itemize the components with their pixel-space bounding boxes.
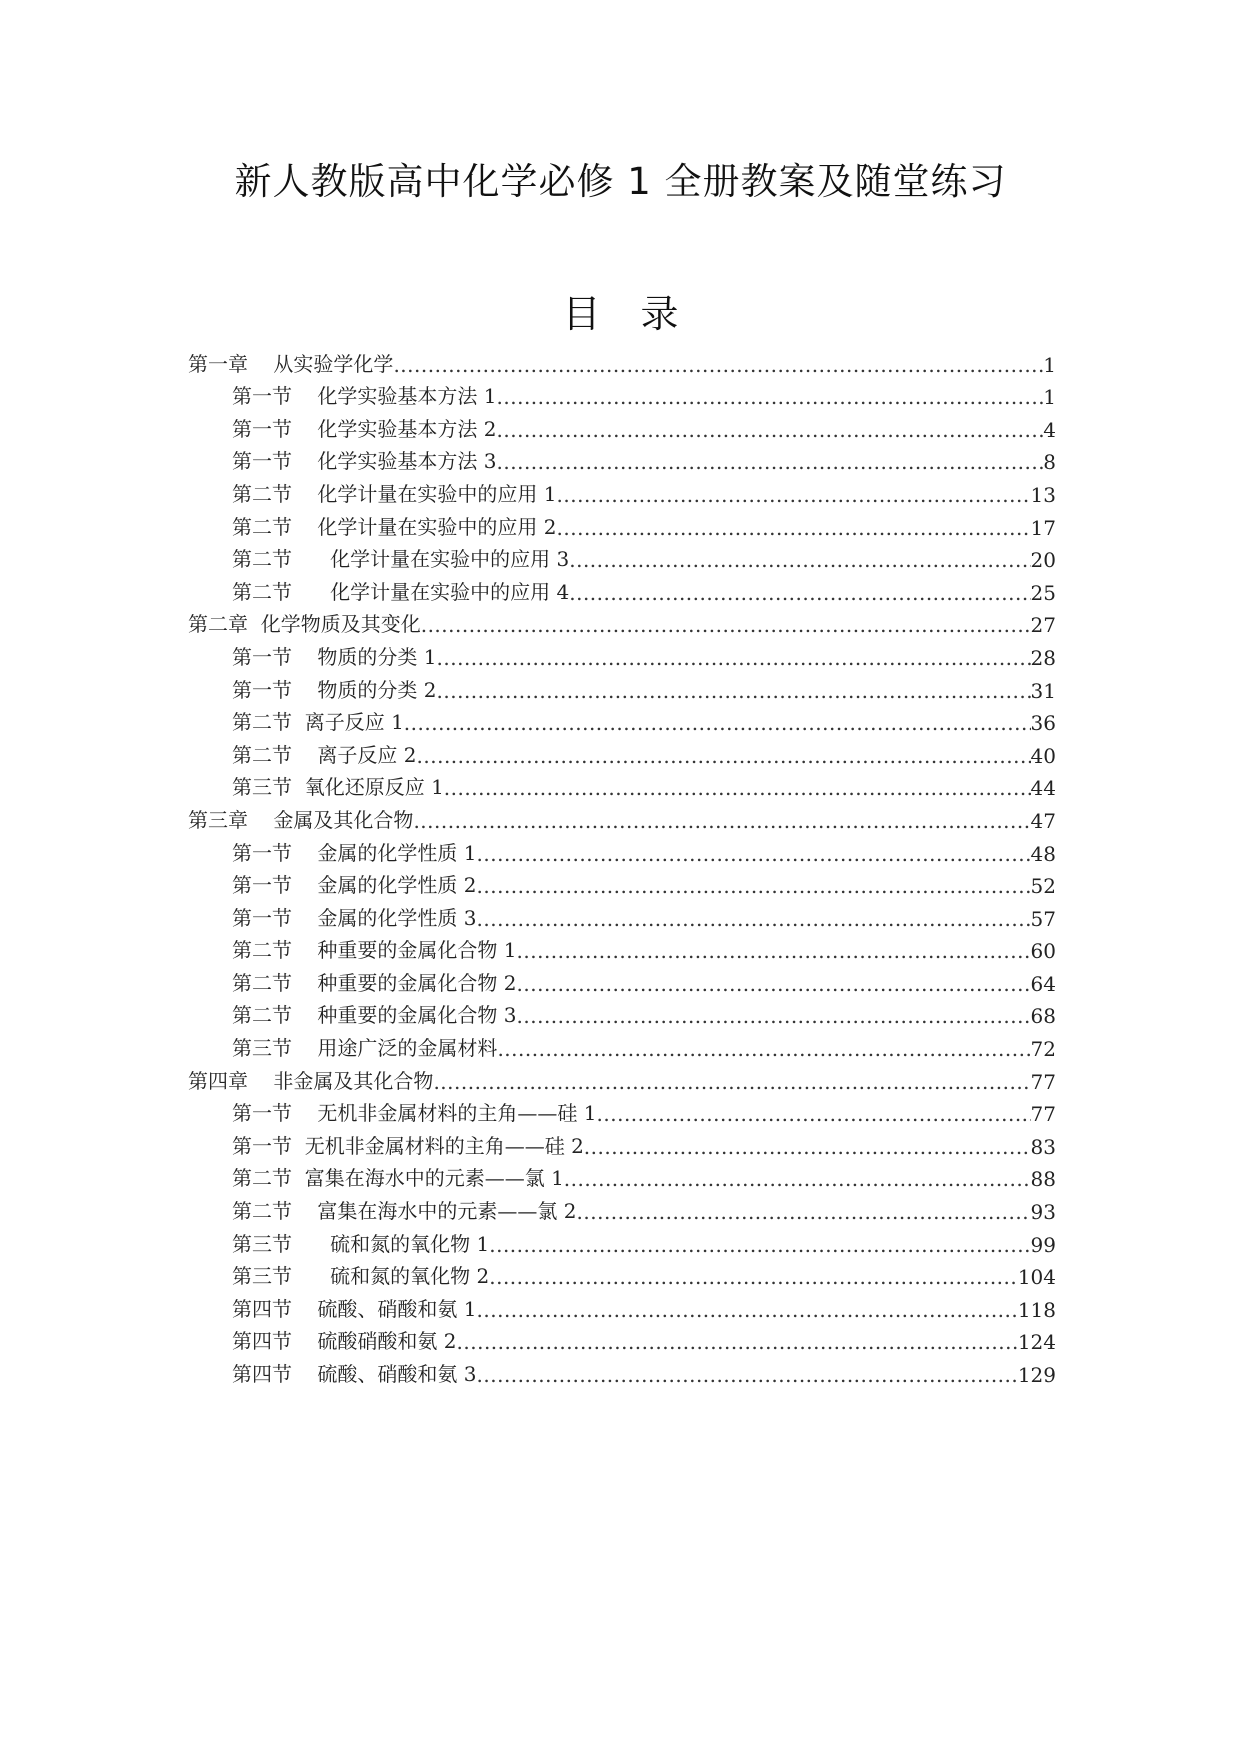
toc-dot-leader bbox=[404, 711, 1031, 735]
toc-entry-title: 第四章 非金属及其化合物 bbox=[188, 1068, 434, 1093]
toc-section-entry[interactable] bbox=[188, 1159, 1056, 1192]
toc-page-number: 83 bbox=[1030, 1134, 1056, 1159]
toc-section-entry[interactable] bbox=[188, 1224, 1056, 1257]
toc-section-entry[interactable] bbox=[188, 931, 1056, 964]
toc-entry-title: 第一节 金属的化学性质 1 bbox=[232, 840, 477, 865]
toc-page-number: 47 bbox=[1030, 808, 1056, 833]
toc-dot-leader bbox=[497, 450, 1044, 474]
toc-chapter-entry[interactable] bbox=[188, 344, 1056, 377]
toc-page-number: 124 bbox=[1017, 1330, 1056, 1355]
toc-entry-title: 第一章 从实验学化学 bbox=[188, 351, 394, 376]
toc-page-number: 44 bbox=[1030, 776, 1056, 801]
toc-entry-title: 第一节 化学实验基本方法 2 bbox=[232, 416, 497, 441]
toc-entry-title: 第二节 化学计量在实验中的应用 1 bbox=[232, 481, 557, 506]
toc-page-number: 27 bbox=[1030, 613, 1056, 638]
toc-page-number: 104 bbox=[1017, 1265, 1056, 1290]
toc-entry-title: 第一节 化学实验基本方法 1 bbox=[232, 384, 497, 409]
toc-section-entry[interactable] bbox=[188, 1289, 1056, 1322]
toc-page-number: 93 bbox=[1030, 1200, 1056, 1225]
toc-section-entry[interactable] bbox=[188, 377, 1056, 410]
toc-dot-leader bbox=[433, 1070, 1030, 1094]
toc-section-entry[interactable] bbox=[188, 409, 1056, 442]
toc-dot-leader bbox=[437, 679, 1031, 703]
toc-dot-leader bbox=[421, 613, 1031, 637]
toc-entry-title: 第一节 物质的分类 1 bbox=[232, 644, 437, 669]
toc-entry-title: 第二节 种重要的金属化合物 2 bbox=[232, 970, 517, 995]
toc-dot-leader bbox=[457, 1330, 1018, 1354]
toc-section-entry[interactable] bbox=[188, 996, 1056, 1029]
toc-entry-title: 第二节 富集在海水中的元素——氯 1 bbox=[232, 1166, 564, 1191]
toc-entry-title: 第二节 富集在海水中的元素——氯 2 bbox=[232, 1199, 577, 1224]
toc-page-number: 20 bbox=[1030, 548, 1056, 573]
toc-section-entry[interactable] bbox=[188, 474, 1056, 507]
toc-entry-title: 第二节 离子反应 2 bbox=[232, 742, 417, 767]
toc-section-entry[interactable] bbox=[188, 1094, 1056, 1127]
toc-dot-leader bbox=[489, 1265, 1018, 1289]
toc-entry-title: 第二节 种重要的金属化合物 1 bbox=[232, 938, 517, 963]
toc-entry-title: 第一节 金属的化学性质 2 bbox=[232, 873, 477, 898]
toc-page-number: 72 bbox=[1030, 1037, 1056, 1062]
toc-page-number: 68 bbox=[1030, 1004, 1056, 1029]
toc-entry-title: 第一节 化学实验基本方法 3 bbox=[232, 449, 497, 474]
toc-section-entry[interactable] bbox=[188, 637, 1056, 670]
table-of-contents bbox=[188, 344, 1056, 1387]
toc-dot-leader bbox=[417, 744, 1031, 768]
toc-dot-leader bbox=[489, 1233, 1030, 1257]
toc-page-number: 99 bbox=[1030, 1232, 1056, 1257]
toc-page-number: 28 bbox=[1030, 645, 1056, 670]
toc-dot-leader bbox=[444, 776, 1031, 800]
toc-dot-leader bbox=[477, 1363, 1018, 1387]
toc-page-number: 60 bbox=[1030, 939, 1056, 964]
toc-page-number: 64 bbox=[1030, 971, 1056, 996]
toc-page-number: 17 bbox=[1030, 515, 1056, 540]
toc-dot-leader bbox=[569, 548, 1030, 572]
toc-section-entry[interactable] bbox=[188, 572, 1056, 605]
toc-heading-char-1: 目 bbox=[562, 292, 601, 336]
toc-page-number: 40 bbox=[1030, 743, 1056, 768]
toc-entry-title: 第二节 种重要的金属化合物 3 bbox=[232, 1003, 517, 1028]
toc-section-entry[interactable] bbox=[188, 1354, 1056, 1387]
toc-entry-title: 第一节 物质的分类 2 bbox=[232, 677, 437, 702]
toc-page-number: 4 bbox=[1043, 417, 1056, 442]
toc-section-entry[interactable] bbox=[188, 1322, 1056, 1355]
toc-section-entry[interactable] bbox=[188, 1126, 1056, 1159]
document-title: 新人教版高中化学必修 1 全册教案及随堂练习 bbox=[234, 160, 1007, 203]
toc-entry-title: 第一节 无机非金属材料的主角——硅 2 bbox=[232, 1133, 584, 1158]
toc-dot-leader bbox=[564, 1167, 1031, 1191]
toc-section-entry[interactable] bbox=[188, 507, 1056, 540]
toc-chapter-entry[interactable] bbox=[188, 605, 1056, 638]
toc-dot-leader bbox=[497, 1037, 1030, 1061]
toc-section-entry[interactable] bbox=[188, 540, 1056, 573]
toc-chapter-entry[interactable] bbox=[188, 1061, 1056, 1094]
toc-dot-leader bbox=[557, 516, 1031, 540]
toc-entry-title: 第二节 化学计量在实验中的应用 2 bbox=[232, 514, 557, 539]
toc-entry-title: 第四节 硫酸、硝酸和氨 1 bbox=[232, 1296, 477, 1321]
toc-dot-leader bbox=[477, 874, 1031, 898]
toc-entry-title: 第三节 硫和氮的氧化物 2 bbox=[232, 1264, 490, 1289]
toc-entry-title: 第四节 硫酸硝酸和氨 2 bbox=[232, 1329, 457, 1354]
toc-page-number: 36 bbox=[1030, 711, 1056, 736]
toc-entry-title: 第二节 离子反应 1 bbox=[232, 710, 404, 735]
toc-dot-leader bbox=[557, 483, 1031, 507]
toc-page-number: 48 bbox=[1030, 841, 1056, 866]
toc-page-number: 88 bbox=[1030, 1167, 1056, 1192]
toc-dot-leader bbox=[437, 646, 1031, 670]
toc-dot-leader bbox=[477, 907, 1031, 931]
toc-dot-leader bbox=[413, 809, 1030, 833]
toc-entry-title: 第三章 金属及其化合物 bbox=[188, 807, 414, 832]
toc-dot-leader bbox=[597, 1102, 1031, 1126]
toc-page-number: 25 bbox=[1030, 580, 1056, 605]
toc-dot-leader bbox=[569, 581, 1030, 605]
toc-page-number: 1 bbox=[1043, 352, 1056, 377]
toc-dot-leader bbox=[477, 1298, 1018, 1322]
toc-dot-leader bbox=[497, 418, 1044, 442]
toc-section-entry[interactable] bbox=[188, 963, 1056, 996]
toc-section-entry[interactable] bbox=[188, 735, 1056, 768]
toc-page-number: 129 bbox=[1017, 1363, 1056, 1387]
toc-page-number: 31 bbox=[1030, 678, 1056, 703]
toc-entry-title: 第二节 化学计量在实验中的应用 4 bbox=[232, 579, 570, 604]
toc-section-entry[interactable] bbox=[188, 768, 1056, 801]
toc-entry-title: 第四节 硫酸、硝酸和氨 3 bbox=[232, 1362, 477, 1386]
toc-entry-title: 第一节 金属的化学性质 3 bbox=[232, 905, 477, 930]
toc-page-number: 13 bbox=[1030, 482, 1056, 507]
toc-section-entry[interactable] bbox=[188, 670, 1056, 703]
toc-page-number: 77 bbox=[1030, 1102, 1056, 1127]
toc-entry-title: 第二节 化学计量在实验中的应用 3 bbox=[232, 547, 570, 572]
toc-heading bbox=[0, 290, 1241, 338]
toc-page-number: 118 bbox=[1017, 1297, 1056, 1322]
toc-section-entry[interactable] bbox=[188, 1257, 1056, 1290]
toc-page-number: 8 bbox=[1043, 450, 1056, 475]
toc-page-number: 77 bbox=[1030, 1069, 1056, 1094]
toc-page-number: 1 bbox=[1043, 385, 1056, 410]
toc-dot-leader bbox=[393, 353, 1043, 377]
toc-section-entry[interactable] bbox=[188, 898, 1056, 931]
toc-section-entry[interactable] bbox=[188, 703, 1056, 736]
toc-dot-leader bbox=[517, 939, 1031, 963]
toc-dot-leader bbox=[497, 385, 1044, 409]
toc-chapter-entry[interactable] bbox=[188, 800, 1056, 833]
toc-dot-leader bbox=[577, 1200, 1031, 1224]
toc-section-entry[interactable] bbox=[188, 866, 1056, 899]
toc-section-entry[interactable] bbox=[188, 442, 1056, 475]
toc-section-entry[interactable] bbox=[188, 1191, 1056, 1224]
toc-page-number: 52 bbox=[1030, 874, 1056, 899]
toc-dot-leader bbox=[517, 972, 1031, 996]
toc-dot-leader bbox=[584, 1135, 1031, 1159]
toc-entry-title: 第二章 化学物质及其变化 bbox=[188, 612, 421, 637]
toc-dot-leader bbox=[477, 842, 1031, 866]
toc-entry-title: 第三节 用途广泛的金属材料 bbox=[232, 1036, 498, 1061]
toc-entry-title: 第三节 氧化还原反应 1 bbox=[232, 775, 444, 800]
toc-page-number: 57 bbox=[1030, 906, 1056, 931]
toc-section-entry[interactable] bbox=[188, 833, 1056, 866]
toc-entry-title: 第三节 硫和氮的氧化物 1 bbox=[232, 1231, 490, 1256]
toc-dot-leader bbox=[517, 1004, 1031, 1028]
toc-heading-char-2: 录 bbox=[640, 292, 679, 336]
toc-section-entry[interactable] bbox=[188, 1028, 1056, 1061]
toc-entry-title: 第一节 无机非金属材料的主角——硅 1 bbox=[232, 1101, 597, 1126]
